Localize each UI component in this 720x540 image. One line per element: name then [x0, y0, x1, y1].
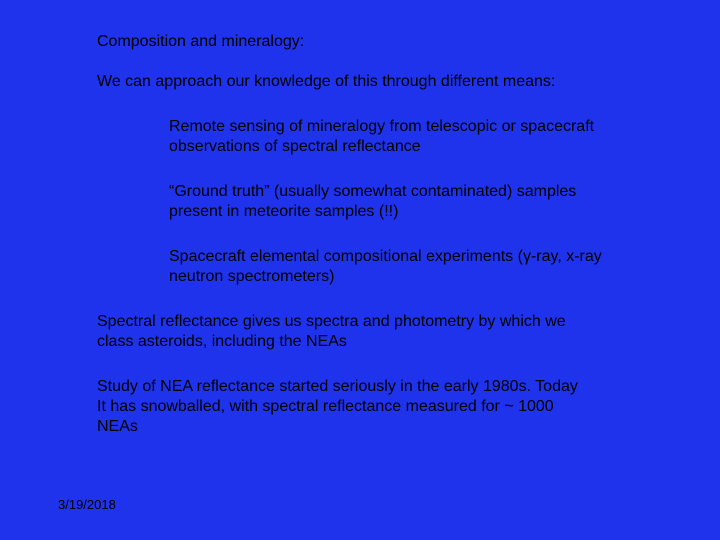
paragraph-nea-reflectance-history: Study of NEA reflectance started seriously in the early 1980s. Today It has snowballed, with spectral reflectance measured for ~ 1000 NEAs	[97, 378, 578, 435]
sub-item-remote-sensing: Remote sensing of mineralogy from telescopic or spacecraft observations of spectral reflectance	[169, 118, 595, 155]
sub-item-ground-truth: “Ground truth” (usually somewhat contaminated) samples present in meteorite samples (!!)	[169, 183, 577, 220]
sub-item-spacecraft-experiments: Spacecraft elemental compositional experiments (γ-ray, x-ray neutron spectrometers)	[169, 248, 602, 285]
paragraph-spectral-reflectance: Spectral reflectance gives us spectra and photometry by which we class asteroids, including the NEAs	[97, 313, 566, 350]
intro-text: We can approach our knowledge of this through different means:	[97, 73, 556, 90]
slide-heading: Composition and mineralogy:	[97, 33, 305, 50]
slide-date: 3/19/2018	[58, 497, 116, 512]
